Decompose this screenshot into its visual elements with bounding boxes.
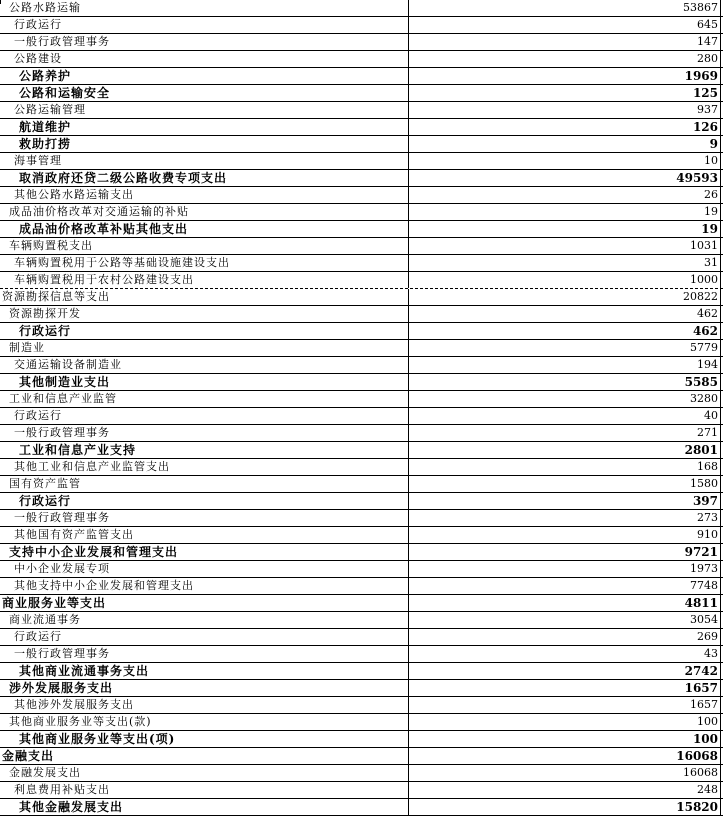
- item-name-cell: 车辆购置税支出: [0, 238, 409, 254]
- item-name-cell: 其他国有资产监管支出: [0, 527, 409, 543]
- item-amount-cell: 3280: [409, 391, 721, 407]
- item-amount-cell: 16068: [409, 748, 721, 764]
- item-amount-cell: 397: [409, 493, 721, 509]
- table-row: [0, 442, 723, 459]
- item-amount-cell: 248: [409, 782, 721, 798]
- item-name-cell: 国有资产监管: [0, 476, 409, 492]
- table-row: [0, 323, 723, 340]
- table-row: [0, 289, 723, 306]
- item-name-cell: 一般行政管理事务: [0, 646, 409, 662]
- item-amount-cell: 20822: [409, 289, 721, 305]
- item-amount-cell: 9721: [409, 544, 721, 560]
- item-amount-cell: 1031: [409, 238, 721, 254]
- table-row: [0, 459, 723, 476]
- item-amount-cell: 16068: [409, 765, 721, 781]
- table-row: [0, 187, 723, 204]
- item-name-cell: 利息费用补贴支出: [0, 782, 409, 798]
- item-amount-cell: 9: [409, 136, 721, 152]
- item-name-cell: 行政运行: [0, 17, 409, 33]
- item-name-cell: 行政运行: [0, 629, 409, 645]
- table-row: [0, 17, 723, 34]
- table-row: [0, 0, 723, 17]
- table-row: [0, 306, 723, 323]
- item-amount-cell: 49593: [409, 170, 721, 186]
- item-amount-cell: 269: [409, 629, 721, 645]
- item-name-cell: 工业和信息产业支持: [0, 442, 409, 458]
- item-name-cell: 公路和运输安全: [0, 85, 409, 101]
- table-row: [0, 340, 723, 357]
- item-name-cell: 其他制造业支出: [0, 374, 409, 390]
- item-amount-cell: 7748: [409, 578, 721, 594]
- table-row: [0, 697, 723, 714]
- table-row: [0, 663, 723, 680]
- table-row: [0, 595, 723, 612]
- item-amount-cell: 271: [409, 425, 721, 441]
- item-name-cell: 一般行政管理事务: [0, 425, 409, 441]
- item-amount-cell: 937: [409, 102, 721, 118]
- table-row: [0, 544, 723, 561]
- item-amount-cell: 100: [409, 714, 721, 730]
- item-amount-cell: 1969: [409, 68, 721, 84]
- item-name-cell: 中小企业发展专项: [0, 561, 409, 577]
- table-row: [0, 204, 723, 221]
- table-row: [0, 629, 723, 646]
- item-name-cell: 资源勘探开发: [0, 306, 409, 322]
- item-name-cell: 其他公路水路运输支出: [0, 187, 409, 203]
- item-amount-cell: 126: [409, 119, 721, 135]
- item-name-cell: 其他商业流通事务支出: [0, 663, 409, 679]
- item-amount-cell: 3054: [409, 612, 721, 628]
- table-row: [0, 357, 723, 374]
- item-name-cell: 商业流通事务: [0, 612, 409, 628]
- item-name-cell: 行政运行: [0, 493, 409, 509]
- table-row: [0, 391, 723, 408]
- item-amount-cell: 147: [409, 34, 721, 50]
- item-amount-cell: 43: [409, 646, 721, 662]
- table-row: [0, 119, 723, 136]
- table-row: [0, 170, 723, 187]
- item-name-cell: 金融发展支出: [0, 765, 409, 781]
- item-name-cell: 交通运输设备制造业: [0, 357, 409, 373]
- table-row: [0, 748, 723, 765]
- item-amount-cell: 1000: [409, 272, 721, 288]
- item-name-cell: 公路建设: [0, 51, 409, 67]
- item-amount-cell: 1580: [409, 476, 721, 492]
- table-row: [0, 153, 723, 170]
- item-name-cell: 车辆购置税用于农村公路建设支出: [0, 272, 409, 288]
- table-row: [0, 765, 723, 782]
- table-row: [0, 374, 723, 391]
- item-name-cell: 其他金融发展支出: [0, 799, 409, 815]
- item-name-cell: 车辆购置税用于公路等基础设施建设支出: [0, 255, 409, 271]
- item-amount-cell: 40: [409, 408, 721, 424]
- item-name-cell: 一般行政管理事务: [0, 510, 409, 526]
- item-amount-cell: 462: [409, 306, 721, 322]
- item-amount-cell: 125: [409, 85, 721, 101]
- item-amount-cell: 26: [409, 187, 721, 203]
- item-amount-cell: 2742: [409, 663, 721, 679]
- table-row: [0, 493, 723, 510]
- table-row: [0, 731, 723, 748]
- table-row: [0, 68, 723, 85]
- item-name-cell: 行政运行: [0, 323, 409, 339]
- item-amount-cell: 5779: [409, 340, 721, 356]
- table-row: [0, 425, 723, 442]
- table-row: [0, 221, 723, 238]
- table-row: [0, 272, 723, 289]
- item-amount-cell: 1973: [409, 561, 721, 577]
- item-name-cell: 公路水路运输: [0, 0, 409, 16]
- item-name-cell: 行政运行: [0, 408, 409, 424]
- table-row: [0, 680, 723, 697]
- item-amount-cell: 194: [409, 357, 721, 373]
- item-amount-cell: 910: [409, 527, 721, 543]
- table-row: [0, 561, 723, 578]
- item-name-cell: 商业服务业等支出: [0, 595, 409, 611]
- item-amount-cell: 19: [409, 204, 721, 220]
- item-name-cell: 支持中小企业发展和管理支出: [0, 544, 409, 560]
- item-name-cell: 航道维护: [0, 119, 409, 135]
- table-row: [0, 34, 723, 51]
- item-amount-cell: 1657: [409, 680, 721, 696]
- table-row: [0, 238, 723, 255]
- table-row: [0, 799, 723, 816]
- table-row: [0, 646, 723, 663]
- item-amount-cell: 19: [409, 221, 721, 237]
- item-name-cell: 成品油价格改革对交通运输的补贴: [0, 204, 409, 220]
- item-amount-cell: 168: [409, 459, 721, 475]
- item-amount-cell: 100: [409, 731, 721, 747]
- item-amount-cell: 462: [409, 323, 721, 339]
- table-row: [0, 510, 723, 527]
- table-row: [0, 136, 723, 153]
- item-name-cell: 工业和信息产业监管: [0, 391, 409, 407]
- item-name-cell: 资源勘探信息等支出: [0, 289, 409, 305]
- item-amount-cell: 4811: [409, 595, 721, 611]
- item-name-cell: 其他涉外发展服务支出: [0, 697, 409, 713]
- item-name-cell: 其他商业服务业等支出(款): [0, 714, 409, 730]
- item-amount-cell: 280: [409, 51, 721, 67]
- item-name-cell: 取消政府还贷二级公路收费专项支出: [0, 170, 409, 186]
- item-name-cell: 制造业: [0, 340, 409, 356]
- item-name-cell: 金融支出: [0, 748, 409, 764]
- table-row: [0, 408, 723, 425]
- table-row: [0, 612, 723, 629]
- item-name-cell: 救助打捞: [0, 136, 409, 152]
- table-row: [0, 527, 723, 544]
- item-amount-cell: 1657: [409, 697, 721, 713]
- item-amount-cell: 5585: [409, 374, 721, 390]
- table-row: [0, 255, 723, 272]
- table-row: [0, 51, 723, 68]
- item-amount-cell: 10: [409, 153, 721, 169]
- table-row: [0, 782, 723, 799]
- item-amount-cell: 273: [409, 510, 721, 526]
- item-name-cell: 其他支持中小企业发展和管理支出: [0, 578, 409, 594]
- item-name-cell: 公路运输管理: [0, 102, 409, 118]
- table-row: [0, 578, 723, 595]
- item-amount-cell: 53867: [409, 0, 721, 16]
- table-row: [0, 476, 723, 493]
- table-row: [0, 102, 723, 119]
- item-name-cell: 涉外发展服务支出: [0, 680, 409, 696]
- table-row: [0, 714, 723, 731]
- item-amount-cell: 2801: [409, 442, 721, 458]
- item-amount-cell: 15820: [409, 799, 721, 815]
- item-name-cell: 其他商业服务业等支出(项): [0, 731, 409, 747]
- item-name-cell: 公路养护: [0, 68, 409, 84]
- item-amount-cell: 645: [409, 17, 721, 33]
- item-name-cell: 其他工业和信息产业监管支出: [0, 459, 409, 475]
- item-name-cell: 一般行政管理事务: [0, 34, 409, 50]
- table-row: [0, 85, 723, 102]
- item-name-cell: 成品油价格改革补贴其他支出: [0, 221, 409, 237]
- item-amount-cell: 31: [409, 255, 721, 271]
- item-name-cell: 海事管理: [0, 153, 409, 169]
